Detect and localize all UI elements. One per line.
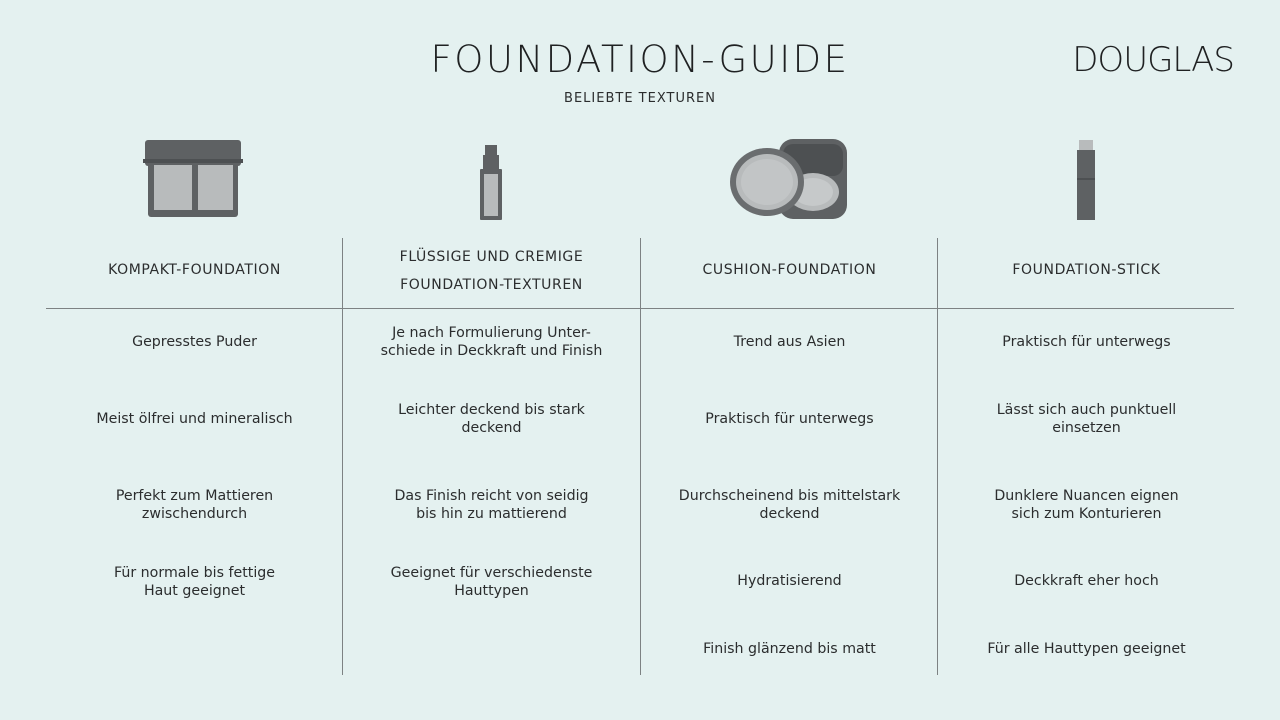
list-item: Perfekt zum Mattieren zwischendurch [115, 488, 274, 522]
pump-bottle-icon [476, 144, 506, 222]
list-item: Durchscheinend bis mittelstark deckend [678, 488, 901, 522]
column-heading: CUSHION-FOUNDATION [702, 262, 877, 278]
list-item: Dunklere Nuancen eignen sich zum Konturieren [994, 488, 1179, 522]
list-item: Je nach Formulierung Unter- schiede in Deckkraft und Finish [380, 325, 603, 359]
list-item: Für normale bis fettige Haut geeignet [113, 565, 276, 599]
list-item: Deckkraft eher hoch [1014, 573, 1159, 589]
list-item: Leichter deckend bis stark deckend [398, 402, 585, 436]
list-item: Für alle Hauttypen geeignet [987, 641, 1186, 657]
list-item: Das Finish reicht von seidig bis hin zu mattierend [394, 488, 589, 522]
header-rule [46, 308, 1234, 309]
column-heading: FOUNDATION-STICK [1012, 262, 1161, 278]
column-heading: FLÜSSIGE UND CREMIGE FOUNDATION-TEXTUREN [399, 249, 584, 293]
column-heading: KOMPAKT-FOUNDATION [108, 262, 281, 278]
list-item: Finish glänzend bis matt [703, 641, 876, 657]
column-divider [342, 238, 343, 675]
page-title: FOUNDATION-GUIDE [430, 38, 850, 81]
list-item: Praktisch für unterwegs [1002, 334, 1171, 350]
douglas-logo: DOUGLAS [1072, 40, 1234, 80]
page-subtitle: BELIEBTE TEXTUREN [564, 91, 716, 106]
column-divider [640, 238, 641, 675]
list-item: Meist ölfrei und mineralisch [96, 411, 293, 427]
list-item: Lässt sich auch punktuell einsetzen [996, 402, 1177, 436]
list-item: Geeignet für verschiedenste Hauttypen [390, 565, 593, 599]
foundation-stick-icon [1074, 138, 1098, 222]
list-item: Trend aus Asien [733, 334, 846, 350]
column-divider [937, 238, 938, 675]
list-item: Praktisch für unterwegs [705, 411, 874, 427]
cushion-compact-icon [728, 136, 850, 222]
list-item: Gepresstes Puder [132, 334, 257, 350]
list-item: Hydratisierend [737, 573, 842, 589]
compact-powder-icon [140, 138, 246, 220]
